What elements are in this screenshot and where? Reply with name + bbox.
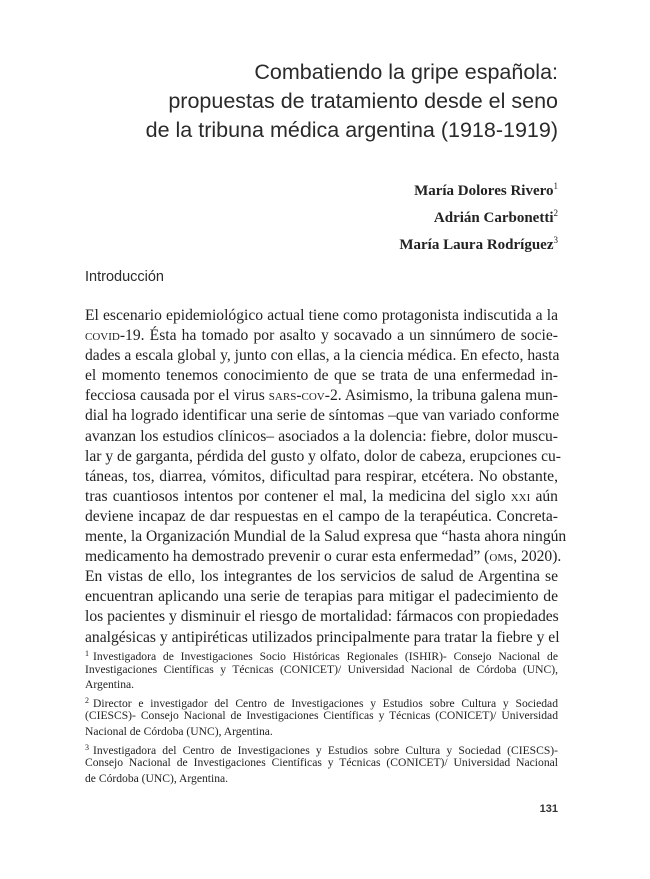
author-name: María Laura Rodríguez	[399, 237, 554, 253]
footnote	[85, 646, 558, 693]
footnote-number: 2	[85, 695, 89, 705]
body-paragraph	[85, 306, 567, 648]
text-line: lar y de garganta, pérdida del gusto y olfato, dolor de cabeza, erupciones cu-	[85, 447, 561, 465]
footnote-line: (CIESCS)- Consejo Nacional de Investigaciones Científicas y Técnicas (CONICET)/ Universidad	[85, 709, 558, 723]
title-line: de la tribuna médica argentina (1918-1919)	[145, 118, 558, 142]
author-list	[399, 175, 558, 256]
text-line: En vistas de ello, los integrantes de los servicios de salud de Argentina se	[85, 568, 558, 586]
title-line: Combatiendo la gripe española:	[254, 60, 558, 84]
footnote-marker[interactable]: 1	[553, 181, 558, 191]
acronym: covid	[85, 327, 120, 345]
author	[399, 229, 558, 256]
footnotes	[85, 646, 558, 786]
text-line: los pacientes y disminuir el riesgo de mortalidad: fármacos con propiedades	[85, 608, 559, 626]
footnote-line: $^3$ Investigadora del Centro de Investigaciones y Estudios sobre Cultura y Sociedad (CIESCS)-	[85, 742, 558, 757]
title-line: propuestas de tratamiento desde el seno	[168, 89, 558, 113]
footnote-line: Argentina.	[85, 678, 135, 692]
footnote-line: $^2$ Director e investigador del Centro de Investigaciones y Estudios sobre Cultura y Sociedad	[85, 695, 558, 710]
footnote-line: Consejo Nacional de Investigaciones Científicas y Técnicas (CONICET)/ Universidad Nacional	[85, 756, 558, 770]
text-line: dades a escala global y, junto con ellas, a la ciencia médica. En efecto, hasta	[85, 347, 560, 365]
text-line: El escenario epidemiológico actual tiene como protagonista indiscutida a la	[85, 307, 558, 324]
roman-numeral: xxi	[510, 487, 531, 505]
footnote-line: Investigaciones Científicas y Técnicas (CONICET)/ Universidad Nacional de Córdoba (UNC),	[85, 662, 558, 676]
footnote-line: de Córdoba (UNC), Argentina.	[85, 771, 229, 785]
acronym: oms	[489, 548, 514, 566]
footnote	[85, 693, 558, 740]
footnote-marker[interactable]: 2	[553, 208, 558, 218]
author-name: María Dolores Rivero	[414, 183, 554, 199]
author	[399, 175, 558, 202]
footnote-line: Nacional de Córdoba (UNC), Argentina.	[85, 724, 273, 738]
text-line: analgésicas y antipiréticas utilizados principalmente para tratar la fiebre y el	[85, 628, 560, 646]
author-name: Adrián Carbonetti	[433, 210, 554, 226]
acronym: cov	[301, 387, 325, 405]
page-number: 131	[539, 803, 558, 815]
text-line: fecciosa causada por el virus sars-cov-2. Asimismo, la tribuna galena mun-	[85, 387, 558, 405]
text-line: deviene incapaz de dar respuestas en el campo de la terapéutica. Concreta-	[85, 507, 558, 525]
text-line: avanzan los estudios clínicos– asociados a la dolencia: fiebre, dolor muscu-	[85, 427, 558, 445]
chapter-title	[80, 58, 558, 145]
section-heading: Introducción	[85, 269, 164, 285]
author	[399, 202, 558, 229]
text-line: el momento tenemos conocimiento de que se trata de una enfermedad in-	[85, 367, 558, 385]
footnote	[85, 740, 558, 787]
text-line: encuentran aplicando una serie de terapias para mitigar el padecimiento de	[85, 588, 558, 606]
text-line: dial ha logrado identificar una serie de síntomas –que van variado conforme	[85, 407, 560, 425]
footnote-number: 3	[85, 742, 89, 752]
text-line: medicamento ha demostrado prevenir o curar esta enfermedad” (oms, 2020).	[85, 548, 562, 566]
text-line: táneas, tos, diarrea, vómitos, dificultad para respirar, etcétera. No obstante,	[85, 467, 558, 485]
acronym: sars	[268, 387, 297, 405]
footnote-line: $^1$ Investigadora de Investigaciones Socio Históricas Regionales (ISHIR)- Consejo Nacional de	[85, 649, 558, 663]
footnote-marker[interactable]: 3	[553, 235, 558, 245]
footnote-number: 1	[85, 649, 89, 658]
text-line: covid-19. Ésta ha tomado por asalto y socavado a un sinnúmero de socie-	[85, 327, 558, 345]
text-line: mente, la Organización Mundial de la Salud expresa que “hasta ahora ningún	[85, 528, 567, 546]
text-line: tras cuantiosos intentos por contener el mal, la medicina del siglo xxi aún	[85, 487, 558, 505]
